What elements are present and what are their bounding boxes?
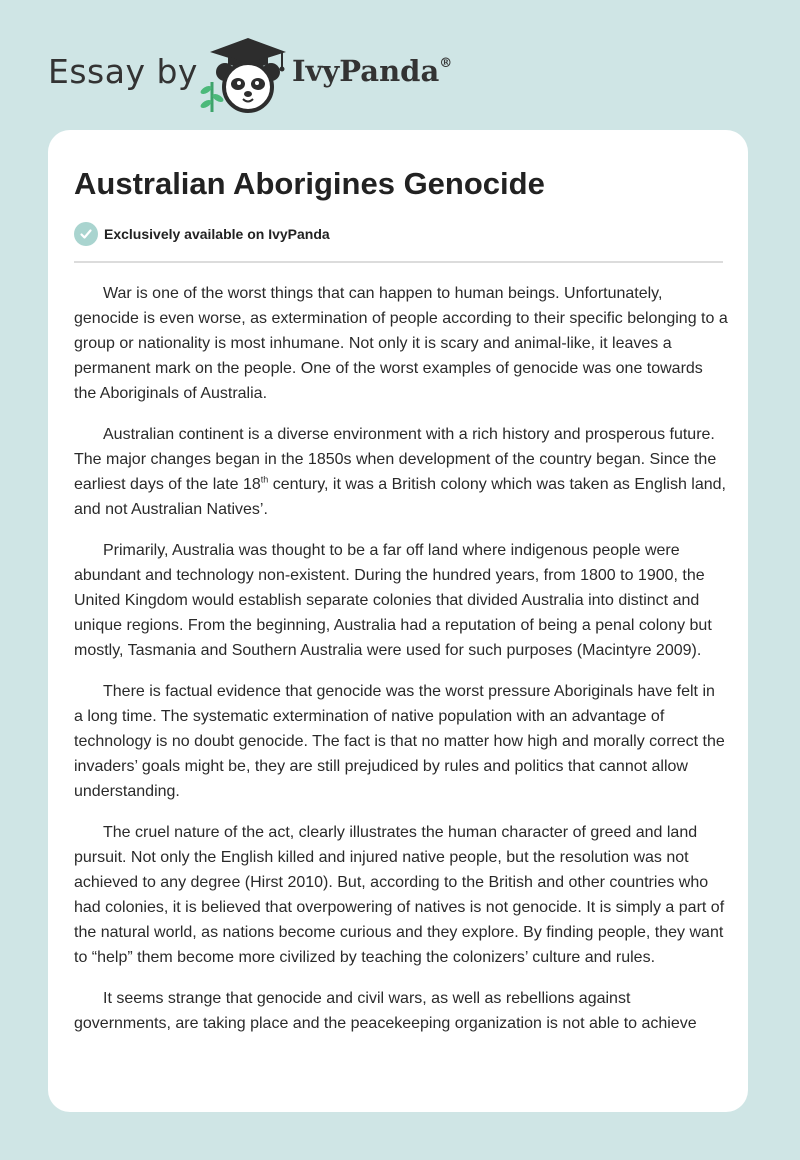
panda-logo-icon[interactable]: [198, 34, 294, 114]
essay-body: [74, 281, 728, 1052]
brand-header: [48, 34, 508, 114]
exclusive-label: Exclusively available on IvyPanda: [104, 226, 330, 242]
exclusive-badge: [74, 222, 330, 246]
essay-card: [48, 130, 748, 1112]
check-circle-icon: [74, 222, 98, 246]
paragraph-4: There is factual evidence that genocide was the worst pressure Aboriginals have felt in a long time. The systematic extermination of native population with an advantage of technology is no doubt genocide. The fact is that no matter how high and morally correct the invaders’ goals might be, they are still prejudiced by rules and politics that cannot allow understanding.: [74, 683, 725, 800]
divider: [74, 261, 723, 263]
essay-title: Australian Aborigines Genocide: [74, 166, 545, 201]
brand-prefix: Essay by: [48, 52, 198, 91]
paragraph-2: Australian continent is a diverse environment with a rich history and prosperous future. The major changes began in the 1850s when development of the country began. Since the earliest days of the late 18th century, it was a British colony which was taken as English land, and not Australian Natives’.: [74, 426, 726, 518]
brand-name[interactable]: IvyPanda®: [292, 54, 453, 88]
ordinal-suffix: th: [260, 474, 269, 485]
paragraph-5: The cruel nature of the act, clearly illustrates the human character of greed and land pursuit. Not only the English killed and injured native people, but the resolution was not achieved to any degree (Hirst 2010). But, according to the British and other countries who had colonies, it is believed that overpowering of natives is not genocide. It is simply a part of the natural world, as nations become curious and they explore. By finding people, they want to “help” them become more civilized by teaching the colonizers’ culture and rules.: [74, 824, 725, 966]
paragraph-3: Primarily, Australia was thought to be a far off land where indigenous people were abundant and technology non-existent. During the hundred years, from 1800 to 1900, the United Kingdom would establish separate colonies that divided Australia into distinct and unique regions. From the beginning, Australia had a reputation of being a penal colony but mostly, Tasmania and Southern Australia were used for such purposes (Macintyre 2009).: [74, 542, 712, 659]
paragraph-6: It seems strange that genocide and civil wars, as well as rebellions against governments, are taking place and the peacekeeping organization is not able to achieve: [74, 990, 697, 1032]
paragraph-1: War is one of the worst things that can happen to human beings. Unfortunately, genocide is even worse, as extermination of people according to their specific belonging to a group or nationality is most inhumane. Not only it is scary and animal-like, it leaves a permanent mark on the people. One of the worst examples of genocide was one towards the Aboriginals of Australia.: [74, 285, 728, 402]
registered-mark: ®: [439, 56, 453, 71]
